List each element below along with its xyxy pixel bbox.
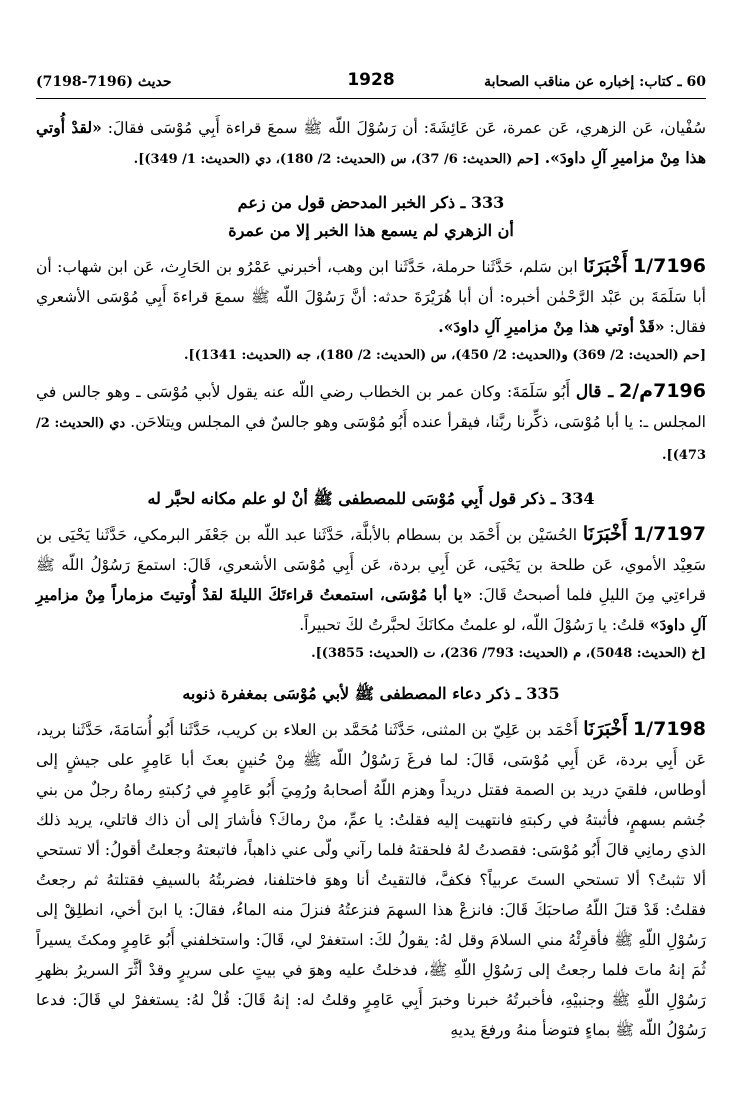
header-divider bbox=[36, 98, 706, 99]
hadith-refs: [حم (الحديث: 2/ 369) و(الحديث: 2/ 450)، س (الحديث: 2/ 180)، جه (الحديث: 1341)]. bbox=[183, 348, 706, 363]
section-333-title bbox=[36, 189, 706, 245]
hadith-matn: «قَدْ أوتي هذا مِنْ مزاميرِ آلِ داودَ». bbox=[438, 317, 665, 336]
hadith-number: 1/7198 bbox=[632, 718, 706, 740]
hadith-7197 bbox=[36, 519, 706, 666]
hadith-text: أَحْمَد بن عَلِيّ بن المثنى، حَدَّثَنا مُحَمَّد بن العلاء بن كريب، حَدَّثَنا أَبُو أُسَامَةَ، حَدَّثَنا بريد، عَن أَبِي بردة، عَن أَبِي مُوْسَى، قَالَ: لما فرغَ رَسُوْلُ اللّه ﷺ مِنْ حُنينٍ بعثَ أبا عَامِرٍ على جيشٍ إلى أوطاس، فلقيَ دريد بن الصمة فقتل دريداً وهزم اللّهُ أصحابهُ ورُمِيَ أَبُو عَامِرٍ في رُكبتهِ رماهُ رجلٌ من بني جُشم بسهمٍ، فأثبتهُ في ركبتهِ فانتهيت إليه فقلتُ: يا عمِّ، منْ رماكَ؟ فأشارَ إلى أن ذاك قاتلي، يريد ذلك الذي رمانِي قالَ أَبُو مُوْسَى: فقصدتُ لهُ فلحقتهُ فلما رآني ولّى عني ذاهباً، فاتبعتهُ وجعلتُ أقولُ: ألا تستحي ألا تثبتُ؟ ألا تستحي الستَ عربياً؟ فكفَّ، فالتقيتُ أنا وهوَ فاختلفنا، فضربتُهُ بالسيفِ فقتلتهُ ثم رجعتُ فقلتُ: قَدْ قتلَ اللّهُ صاحبَكَ قَالَ: فانزعْ هذا السهمَ فنزعتُهُ فنزلَ منه الماءُ، فقالَ: يا ابنَ أخي، انطلِقْ إلى رَسُوْلِ اللّهِ ﷺ فأقرِئْهُ مني السلامَ وقل لهُ: يقولُ لكَ: استغفرْ لي، قَالَ: واستخلفني أَبُو عَامِرٍ ومكثَ يسيراً ثُمَ إنهُ ماتَ فلما رجعتُ إلى رَسُوْلِ اللّهِ ﷺ، فدخلتُ عليه وهوَ في بيتٍ على سريرٍ وقدْ أثَّرَ السريرُ بظهرِ رَسُوْلِ اللّهِ ﷺ وجنبيْهِ، فأخبرتُهُ خبرنا وخبرَ أَبِي عَامِرٍ وقلتُ له: إنهُ قَالَ: قُلْ لهُ: يستغفرْ لي قَالَ: فدعا رَسُوْلُ اللّه ﷺ بماءٍ فتوضأ منهُ ورفعَ يديهِ bbox=[36, 721, 706, 1039]
hadith-number: 1/7197 bbox=[632, 523, 706, 545]
section-333-title-line2: أن الزهري لم يسمع هذا الخبر إلا من عمرة bbox=[228, 221, 514, 240]
hadith-7198-paragraph bbox=[36, 714, 706, 1045]
hadith-number: 1/7196 bbox=[632, 255, 706, 277]
section-333-title-line1: 333 ـ ذكر الخبر المدحض قول من زعم bbox=[237, 193, 505, 212]
hadith-range-text: حديث (7196-7198) bbox=[36, 74, 172, 90]
hadith-text: أَبُو سَلَمَةَ: وكان عمر بن الخطاب رضي اللّه عنه يقول لأبي مُوْسَى ـ وهو جالس في المجلس ـ: يا أبا مُوْسَى، ذكِّرنا ربَّنا، فيقرأ عنده أَبُو مُوْسَى وهو جالسٌ في المجلس ويتلاحَن. bbox=[36, 383, 706, 431]
continuation-paragraph bbox=[36, 113, 706, 175]
hadith-7198 bbox=[36, 714, 706, 1045]
hadith-number: 7196م/2 bbox=[619, 380, 706, 402]
top-continuation bbox=[36, 113, 706, 175]
hadith-7196-2 bbox=[36, 376, 706, 471]
akhbarana-word: أَخْبَرَنَا bbox=[583, 255, 628, 277]
continuation-refs: [حم (الحديث: 6/ 37)، س (الحديث: 2/ 180)، دي (الحديث: 1/ 349)]. bbox=[133, 152, 540, 167]
hadith-7196-1 bbox=[36, 251, 706, 368]
hadith-matn: «يا أبا مُوْسَى، استمعتُ قراءتَكَ الليلةَ لقدْ أُوتيتَ مزماراً مِنْ مزاميرِ آلِ داودَ» bbox=[36, 585, 706, 634]
hadith-text-after: قلتُ: يا رَسُوْلَ اللّه، لو علمتُ مكانَكَ لحبَّرتُ لكَ تحبيراً. bbox=[299, 616, 645, 634]
chapter-title: 60 ـ كتاب: إخباره عن مناقب الصحابة bbox=[484, 74, 706, 90]
akhbarana-word: أَخْبَرَنَا bbox=[582, 523, 628, 545]
hadith-range bbox=[36, 74, 276, 90]
hadith-7197-paragraph bbox=[36, 519, 706, 640]
page-number: 1928 bbox=[347, 70, 395, 90]
section-335-title: 335 ـ ذكر دعاء المصطفى ﷺ لأبي مُوْسَى بمغفرة ذنوبه bbox=[182, 684, 560, 703]
continuation-text: سُفْيان، عَن الزهري، عَن عمرة، عَن عَائِشَةَ: أن رَسُوْلَ اللّه ﷺ سمعَ قراءة أَبِي مُوْسَى فقالَ: bbox=[107, 119, 706, 137]
hadith-refs: دي (الحديث: 2/ 473)]. bbox=[36, 416, 706, 463]
qala-word: ـ قال bbox=[575, 382, 614, 402]
hadith-7196-2-paragraph bbox=[36, 376, 706, 471]
hadith-text: ابن سَلم، حَدَّثَنا حرملة، حَدَّثَنا ابن وهب، أخبرني عَمْرُو بن الحَارِث، عَن ابن شهاب: أن أبا سَلَمَةَ بن عَبْد الرَّحْمٰن أخبره: أن أبا هُرَيْرَةَ حدثه: أنَّ رَسُوْلَ اللّه ﷺ سمعَ قراءةَ أَبِي مُوْسَى الأشعري فقال: bbox=[36, 258, 706, 336]
page-header bbox=[36, 50, 706, 90]
hadith-7196-1-paragraph bbox=[36, 251, 706, 342]
continuation-matn: «لقدْ أُوتي هذا مِنْ مزاميرِ آلِ داودَ». bbox=[36, 118, 706, 167]
hadith-refs: [خ (الحديث: 5048)، م (الحديث: 793/ 236)، ت (الحديث: 3855)]. bbox=[311, 646, 706, 661]
hadith-text: الحُسَيْن بن أَحْمَد بن بسطام بالأبلَّة، حَدَّثَنا عبد اللّه بن جَعْفَر البرمكي، حَدَّثَنا يَحْيَى بن سَعِيْد الأموي، عَن طلحة بن يَحْيَى، عَن أَبِي بردة، عَن أَبِي مُوْسَى الأشعري، قَالَ: استمعَ رَسُوْلُ اللّه ﷺ قراءتِي مِنَ الليلِ فلما أصبحتُ قَالَ: bbox=[36, 526, 706, 604]
akhbarana-word: أَخْبَرَنَا bbox=[583, 718, 628, 740]
section-334-title: 334 ـ ذكر قول أَبِي مُوْسَى للمصطفى ﷺ أنْ لو علم مكانه لحبَّر له bbox=[147, 489, 595, 508]
